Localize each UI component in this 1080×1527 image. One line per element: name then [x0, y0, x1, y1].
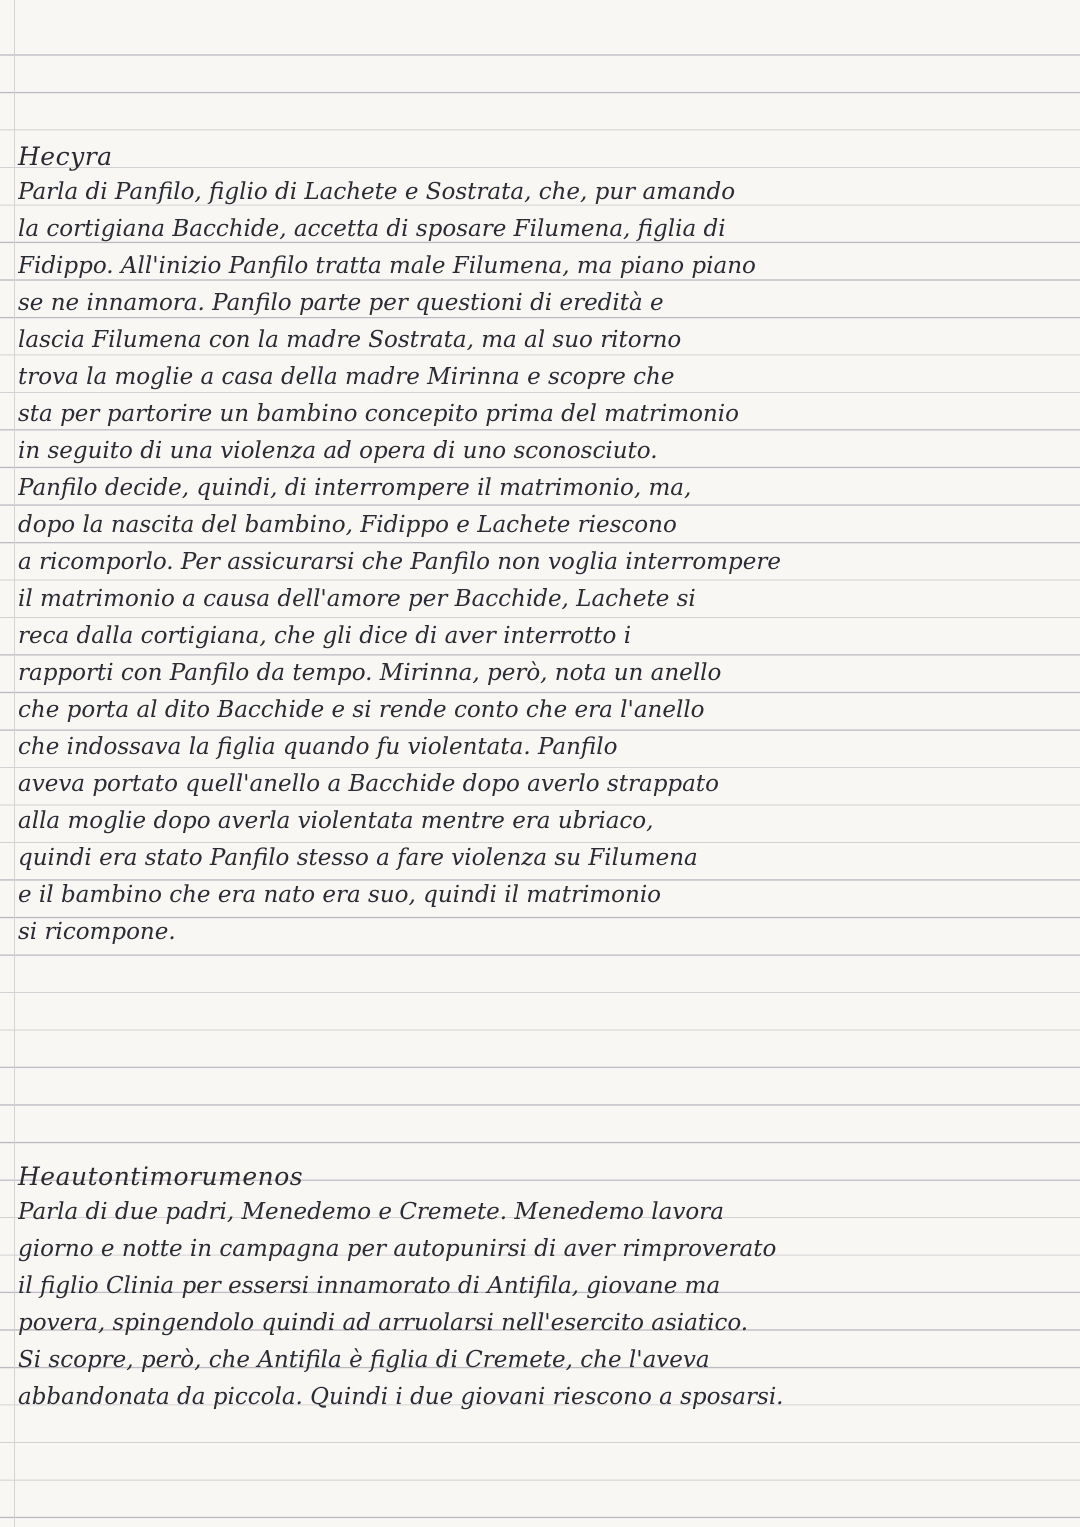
text-line: si ricompone. [18, 919, 176, 945]
text-line: sta per partorire un bambino concepito prima del matrimonio [18, 401, 739, 427]
text-line: abbandonata da piccola. Quindi i due giovani riescono a sposarsi. [18, 1384, 784, 1410]
section-heautontimorumenos [18, 1162, 1066, 1416]
section-title [18, 142, 113, 172]
text-line: aveva portato quell'anello a Bacchide dopo averlo strappato [18, 771, 719, 797]
paragraph [18, 174, 1066, 951]
text-line: Parla di Panfilo, figlio di Lachete e Sostrata, che, pur amando [18, 179, 736, 205]
text-line: la cortigiana Bacchide, accetta di sposare Filumena, figlia di [18, 216, 726, 242]
text-line: Parla di due padri, Menedemo e Cremete. Menedemo lavora [18, 1199, 724, 1225]
text-line: lascia Filumena con la madre Sostrata, ma al suo ritorno [18, 327, 682, 353]
text-line: e il bambino che era nato era suo, quindi il matrimonio [18, 882, 662, 908]
text-line: quindi era stato Panfilo stesso a fare violenza su Filumena [18, 845, 698, 871]
text-line: Si scopre, però, che Antifila è figlia di Cremete, che l'aveva [18, 1347, 710, 1373]
text-line: che porta al dito Bacchide e si rende conto che era l'anello [18, 697, 705, 723]
text-line: giorno e notte in campagna per autopunirsi di aver rimproverato [18, 1236, 777, 1262]
text-line: rapporti con Panfilo da tempo. Mirinna, però, nota un anello [18, 660, 722, 686]
paragraph [18, 1194, 1066, 1416]
text-line: che indossava la figlia quando fu violentata. Panfilo [18, 734, 618, 760]
section-hecyra [18, 142, 1066, 951]
text-line: Fidippo. All'inizio Panfilo tratta male Filumena, ma piano piano [18, 253, 756, 279]
text-line: reca dalla cortigiana, che gli dice di aver interrotto i [18, 623, 632, 649]
page-margin-line [14, 0, 15, 1527]
title-text: Hecyra [18, 142, 113, 171]
text-line: se ne innamora. Panfilo parte per questioni di eredità e [18, 290, 664, 316]
text-line: il figlio Clinia per essersi innamorato di Antifila, giovane ma [18, 1273, 721, 1299]
section-title [18, 1162, 303, 1192]
text-line: alla moglie dopo averla violentata mentre era ubriaco, [18, 808, 654, 834]
text-line: a ricomporlo. Per assicurarsi che Panfilo non voglia interrompere [18, 549, 781, 575]
text-line: povera, spingendolo quindi ad arruolarsi nell'esercito asiatico. [18, 1310, 749, 1336]
title-text: Heautontimorumenos [18, 1162, 304, 1191]
text-line: trova la moglie a casa della madre Mirinna e scopre che [18, 364, 675, 390]
text-line: dopo la nascita del bambino, Fidippo e Lachete riescono [18, 512, 677, 538]
text-line: il matrimonio a causa dell'amore per Bacchide, Lachete si [18, 586, 696, 612]
text-line: in seguito di una violenza ad opera di uno sconosciuto. [18, 438, 658, 464]
text-line: Panfilo decide, quindi, di interrompere il matrimonio, ma, [18, 475, 692, 501]
